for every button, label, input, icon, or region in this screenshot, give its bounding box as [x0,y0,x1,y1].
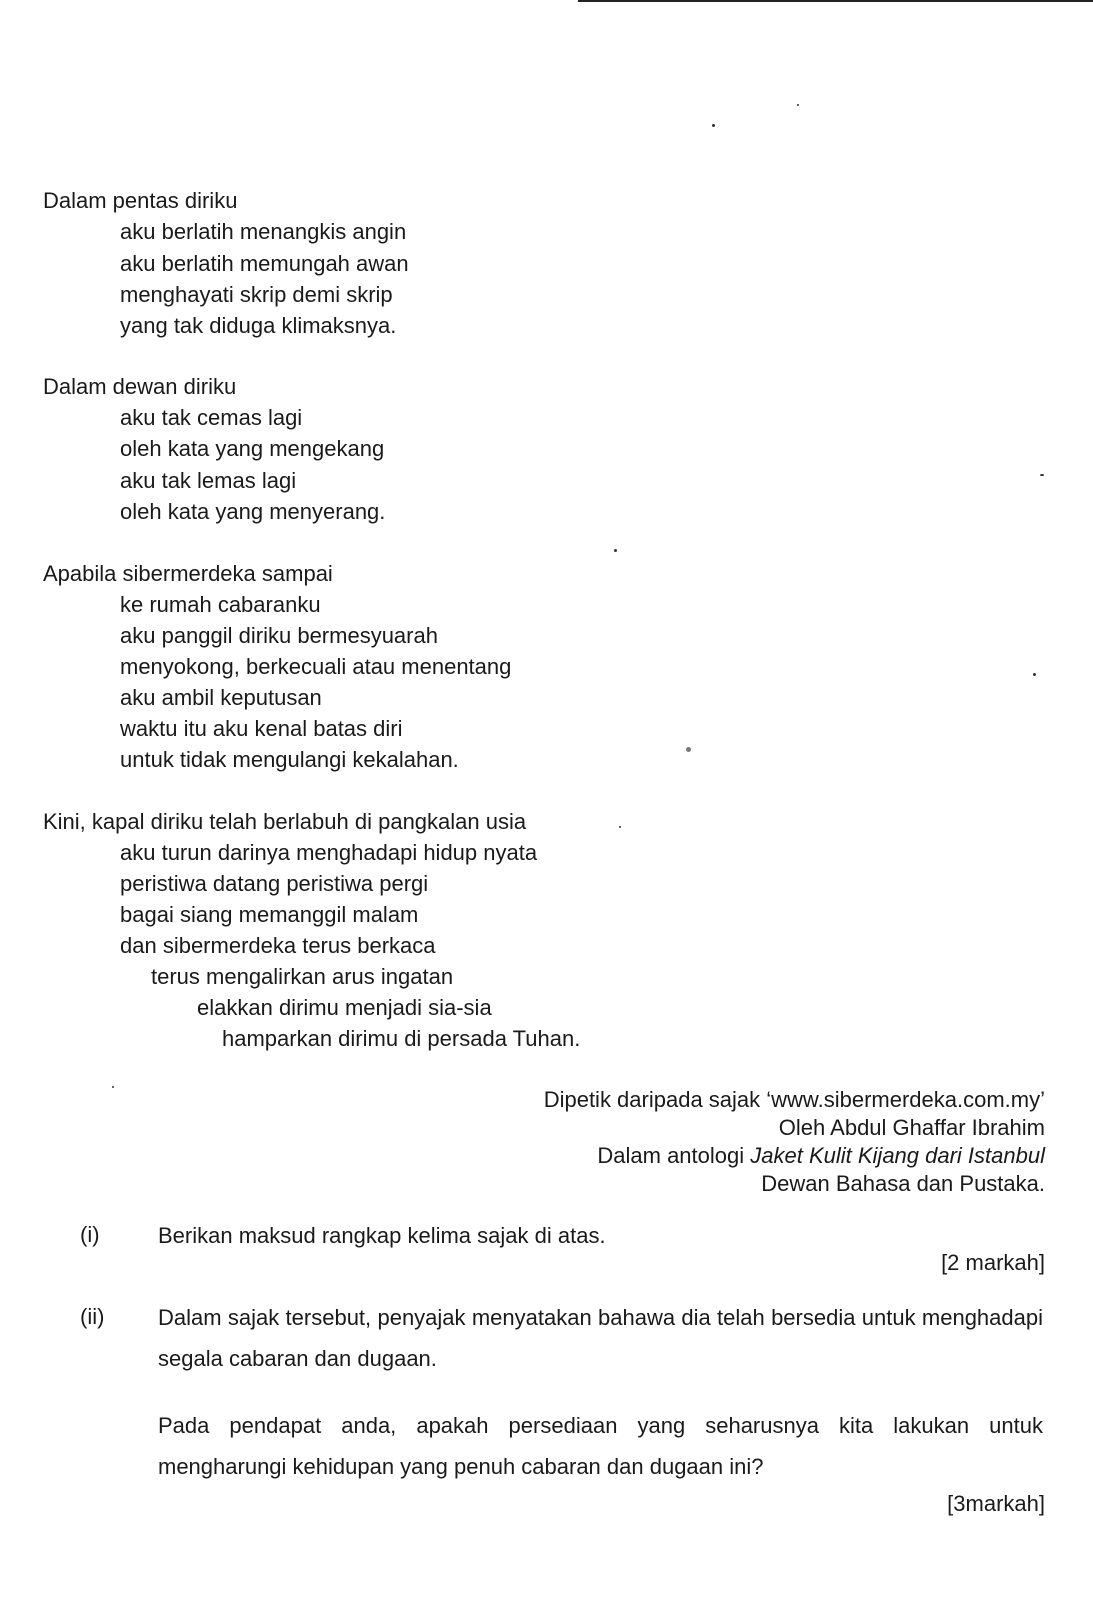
poem-line: aku tak cemas lagi [120,405,303,430]
poem-line: oleh kata yang mengekang [120,436,385,461]
poem-line: untuk tidak mengulangi kekalahan. [120,747,459,772]
anthology-prefix: Dalam antologi [597,1143,745,1168]
question-text: Pada pendapat anda, apakah persediaan yang seharusnya kita lakukan untuk mengharungi kehidupan yang penuh cabaran dan dugaan ini? [158,1413,1043,1479]
poem-line: aku turun darinya menghadapi hidup nyata [120,840,538,865]
stanza-first-line: Dalam pentas diriku [43,188,238,213]
scan-speck [614,549,617,552]
scan-speck [686,747,691,752]
marks-label: [2 markah] [941,1250,1045,1275]
poem-line: menghayati skrip demi skrip [120,282,393,307]
poem-line: waktu itu aku kenal batas diri [120,716,403,741]
poem-line: menyokong, berkecuali atau menentang [120,654,512,679]
marks-label: [3markah] [947,1491,1045,1516]
poem-line: aku berlatih menangkis angin [120,219,407,244]
poem-line: dan sibermerdeka terus berkaca [120,933,436,958]
scan-speck [1040,474,1044,476]
poem-line: aku berlatih memungah awan [120,251,409,276]
scan-speck [619,826,621,828]
top-border-line [578,0,1093,2]
poem-line: aku panggil diriku bermesyuarah [120,623,438,648]
stanza-first-line: Dalam dewan diriku [43,374,237,399]
scan-speck [712,124,715,127]
poem-line: elakkan dirimu menjadi sia-sia [197,995,492,1020]
anthology-line [597,1142,1045,1170]
poem-line: aku ambil keputusan [120,685,322,710]
publisher-line: Dewan Bahasa dan Pustaka. [761,1171,1045,1196]
poem-line: bagai siang memanggil malam [120,902,419,927]
author-line: Oleh Abdul Ghaffar Ibrahim [778,1115,1045,1140]
scan-speck [112,1086,114,1088]
stanza-first-line: Apabila sibermerdeka sampai [43,561,333,586]
anthology-title: Jaket Kulit Kijang dari Istanbul [750,1143,1045,1168]
scan-speck [1033,673,1036,676]
poem-line: terus mengalirkan arus ingatan [151,964,454,989]
question-text: Dalam sajak tersebut, penyajak menyatakan bahawa dia telah bersedia untuk menghadapi segala cabaran dan dugaan. [158,1305,1043,1371]
poem-line: ke rumah cabaranku [120,592,321,617]
poem-line: oleh kata yang menyerang. [120,499,386,524]
poem-line: hamparkan dirimu di persada Tuhan. [222,1026,581,1051]
question-text: Berikan maksud rangkap kelima sajak di atas. [158,1223,606,1248]
scan-speck [797,104,799,106]
stanza-first-line: Kini, kapal diriku telah berlabuh di pangkalan usia [43,809,527,834]
source-line: Dipetik daripada sajak ‘www.sibermerdeka.com.my’ [543,1087,1045,1112]
question-number: (ii) [80,1304,105,1329]
poem-line: aku tak lemas lagi [120,468,297,493]
poem-line: yang tak diduga klimaksnya. [120,313,397,338]
question-number: (i) [80,1222,100,1247]
poem-line: peristiwa datang peristiwa pergi [120,871,429,896]
